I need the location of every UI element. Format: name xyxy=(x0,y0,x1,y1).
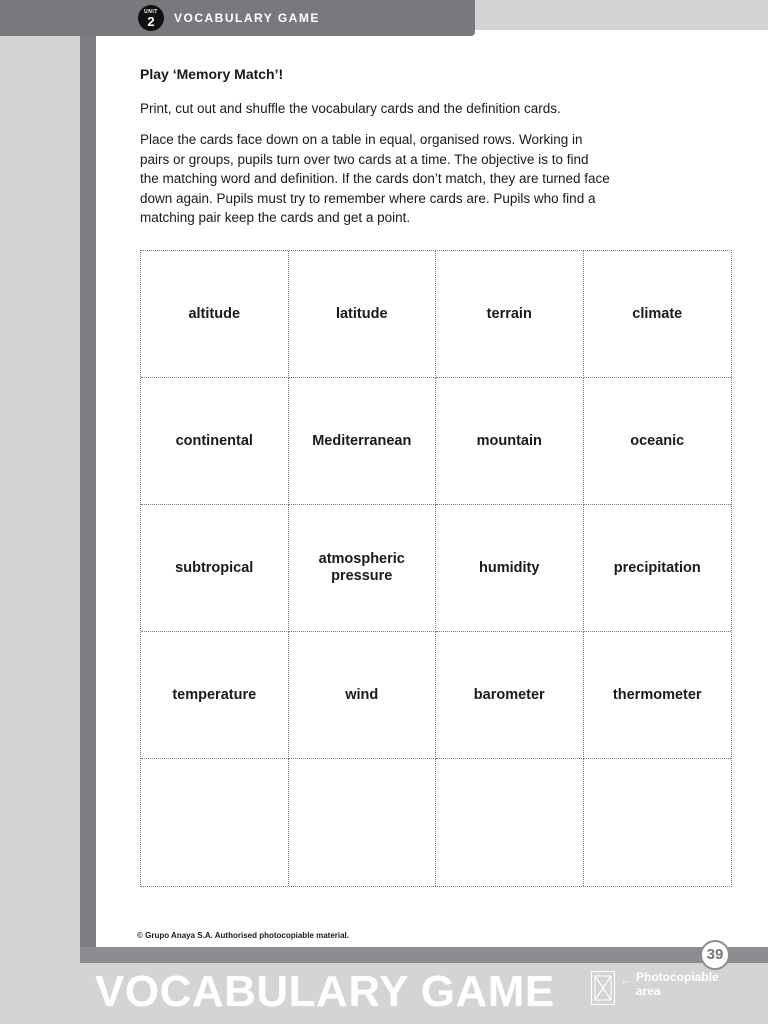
vocabulary-card: subtropical xyxy=(141,505,289,632)
vocabulary-card: latitude xyxy=(289,251,437,378)
vocabulary-card: altitude xyxy=(141,251,289,378)
vocabulary-card-grid xyxy=(140,250,732,887)
vocabulary-card: thermometer xyxy=(584,632,732,759)
vocabulary-card: mountain xyxy=(436,378,584,505)
empty-card xyxy=(289,759,437,886)
arrow-left-icon: ← xyxy=(620,973,632,987)
page-number: 39 xyxy=(700,940,730,970)
empty-card xyxy=(584,759,732,886)
vocabulary-card: barometer xyxy=(436,632,584,759)
page-bottom-edge xyxy=(80,947,768,963)
photocopiable-label: Photocopiable area xyxy=(636,970,719,998)
unit-number: 2 xyxy=(147,14,155,29)
vocabulary-card: terrain xyxy=(436,251,584,378)
header-tab xyxy=(0,0,475,36)
vocabulary-card: humidity xyxy=(436,505,584,632)
vocabulary-card: Mediterranean xyxy=(289,378,437,505)
vocabulary-card: climate xyxy=(584,251,732,378)
activity-heading: Play ‘Memory Match’! xyxy=(140,66,284,82)
empty-card xyxy=(436,759,584,886)
unit-label: UNIT xyxy=(144,9,158,15)
copyright-notice: © Grupo Anaya S.A. Authorised photocopiable material. xyxy=(137,931,349,940)
vocabulary-card: precipitation xyxy=(584,505,732,632)
instructions-paragraph-1: Print, cut out and shuffle the vocabulary cards and the definition cards. xyxy=(140,101,561,116)
unit-badge xyxy=(138,5,164,31)
header-title: VOCABULARY GAME xyxy=(174,11,320,25)
photocopy-icon xyxy=(591,971,615,1005)
instructions-paragraph-2: Place the cards face down on a table in equal, organised rows. Working in pairs or groups, pupils turn over two cards at a time. The objective is to find the matching word and definition. If the cards don’t match, they are turned face down again. Pupils must try to remember where cards are. Pupils who find a matching pair keep the cards and get a point. xyxy=(140,132,610,225)
empty-card xyxy=(141,759,289,886)
vocabulary-card: continental xyxy=(141,378,289,505)
vocabulary-card: wind xyxy=(289,632,437,759)
footer-title: VOCABULARY GAME xyxy=(95,967,555,1016)
vocabulary-card: temperature xyxy=(141,632,289,759)
vocabulary-card: oceanic xyxy=(584,378,732,505)
vocabulary-card: atmospheric pressure xyxy=(289,505,437,632)
